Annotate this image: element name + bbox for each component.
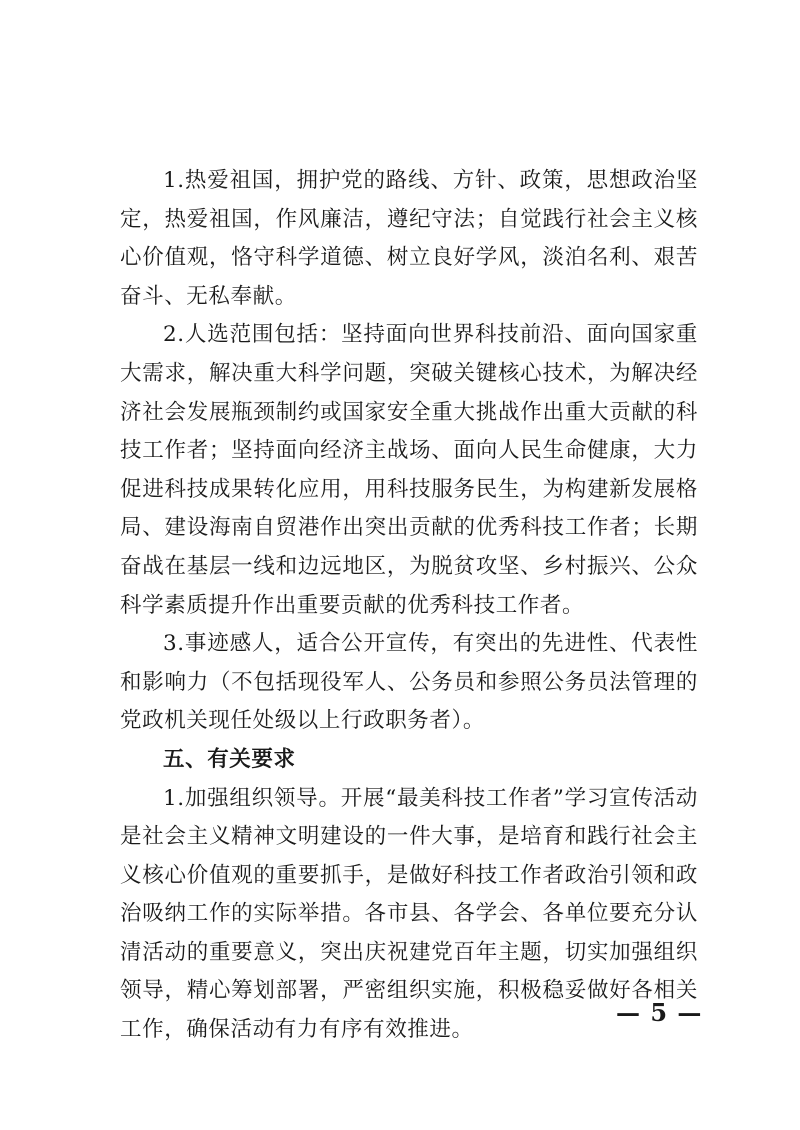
- document-body: [120, 162, 698, 1050]
- criteria-paragraph-3: 3.事迹感人，适合公开宣传，有突出的先进性、代表性和影响力（不包括现役军人、公务员和参照公务员法管理的党政机关现任处级以上行政职务者）。: [120, 631, 698, 734]
- requirement-paragraph-1: 1.加强组织领导。开展“最美科技工作者”学习宣传活动是社会主义精神文明建设的一件大事，是培育和践行社会主义核心价值观的重要抓手，是做好科技工作者政治引领和政治吸纳工作的实际举措。各市县、各学会、各单位要充分认清活动的重要意义，突出庆祝建党百年主题，切实加强组织领导，精心筹划部署，严密组织实施，积极稳妥做好各相关工作，确保活动有力有序有效推进。: [120, 785, 698, 1043]
- criteria-paragraph-1: 1.热爱祖国，拥护党的路线、方针、政策，思想政治坚定，热爱祖国，作风廉洁，遵纪守法；自觉践行社会主义核心价值观，恪守科学道德、树立良好学风，淡泊名利、艰苦奋斗、无私奉献。: [120, 168, 698, 309]
- page-number: — 5 —: [616, 998, 703, 1027]
- criteria-paragraph-2: 2.人选范围包括：坚持面向世界科技前沿、面向国家重大需求，解决重大科学问题，突破关键核心技术，为解决经济社会发展瓶颈制约或国家安全重大挑战作出重大贡献的科技工作者；坚持面向经济主战场、面向人民生命健康，大力促进科技成果转化应用，用科技服务民生，为构建新发展格局、建设海南自贸港作出突出贡献的优秀科技工作者；长期奋战在基层一线和边远地区，为脱贫攻坚、乡村振兴、公众科学素质提升作出重要贡献的优秀科技工作者。: [120, 322, 698, 618]
- section-heading: 五、有关要求: [163, 746, 296, 772]
